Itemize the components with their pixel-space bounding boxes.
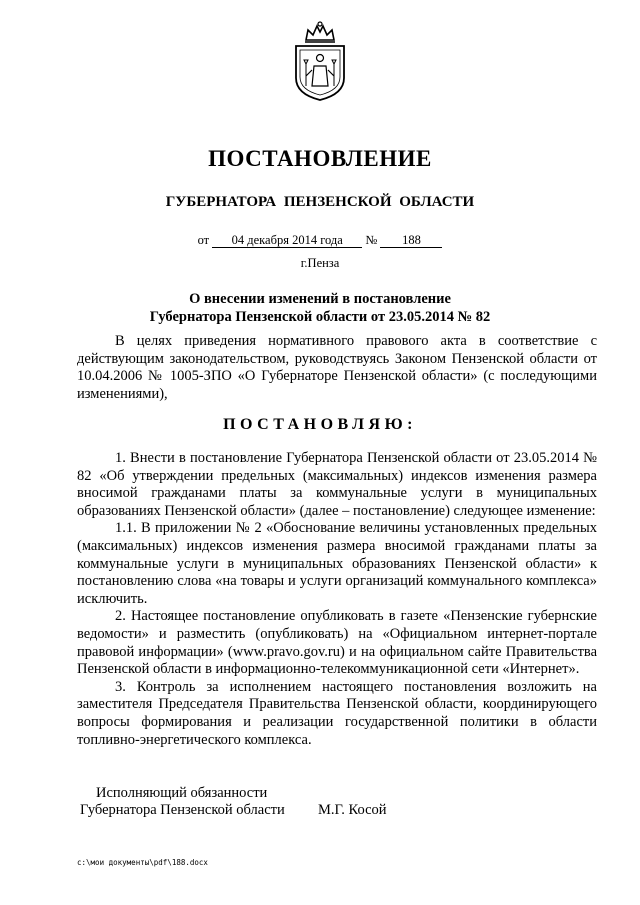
item-1: 1. Внести в постановление Губернатора Пензенской области от 23.05.2014 № 82 «Об утверждении предельных (максимальных) индексов изменения размера вносимой гражданами платы за коммунальные услуги в муниципальных образованиях Пензенской области» (далее – постановление) следующее изменение: [77, 450, 597, 519]
item-3: 3. Контроль за исполнением настоящего постановления возложить на заместителя Председателя Правительства Пензенской области, координирующего вопросы формирования и реализации государственной политики в области топливно-энергетического комплекса. [77, 678, 597, 748]
document-number: 188 [380, 233, 442, 248]
date-prefix: от [197, 233, 210, 247]
item-2: 2. Настоящее постановление опубликовать в газете «Пензенские губернские ведомости» и разместить (опубликовать) на «Официальном интернет-портале правовой информации» (www.pravo.gov.ru) и на официальном сайте Правительства Пензенской области в информационно-телекоммуникационной сети «Интернет». [77, 608, 597, 678]
document-issuer: ГУБЕРНАТОРА ПЕНЗЕНСКОЙ ОБЛАСТИ [165, 194, 475, 210]
heading-line-2: Губернатора Пензенской области от 23.05.2014 № 82 [149, 309, 491, 325]
document-heading [0, 290, 640, 326]
document-date: 04 декабря 2014 года [212, 233, 362, 248]
signature-position-line-1: Исполняющий обязанности [96, 785, 268, 801]
resolve-heading: ПОСТАНОВЛЯЮ: [223, 416, 417, 433]
item-1-1: 1.1. В приложении № 2 «Обоснование величины установленных предельных (максимальных) индексов изменения размера вносимой гражданами платы за коммунальные услуги в муниципальных образованиях Пензенской области» к постановлению слова «на товары и услуги организаций коммунального комплекса» исключить. [77, 520, 597, 607]
intro-paragraph-block [77, 333, 597, 403]
document-title: ПОСТАНОВЛЕНИЕ [208, 146, 432, 171]
document-city: г.Пенза [300, 256, 340, 270]
signature-name: М.Г. Косой [318, 802, 387, 818]
intro-paragraph: В целях приведения нормативного правового акта в соответствие с действующим законодательством, руководствуясь Законом Пензенской области от 10.04.2006 № 1005-ЗПО «О Губернаторе Пензенской области» (с последующими изменениями), [77, 333, 597, 402]
heading-line-1: О внесении изменений в постановление [189, 291, 451, 307]
resolution-items [77, 450, 597, 749]
number-sign: № [365, 233, 378, 247]
signature-position-line-2: Губернатора Пензенской области [80, 802, 285, 818]
coat-of-arms-emblem [290, 20, 350, 102]
date-number-line [0, 233, 640, 248]
footer-file-path: c:\мои документы\pdf\188.docx [77, 858, 208, 867]
